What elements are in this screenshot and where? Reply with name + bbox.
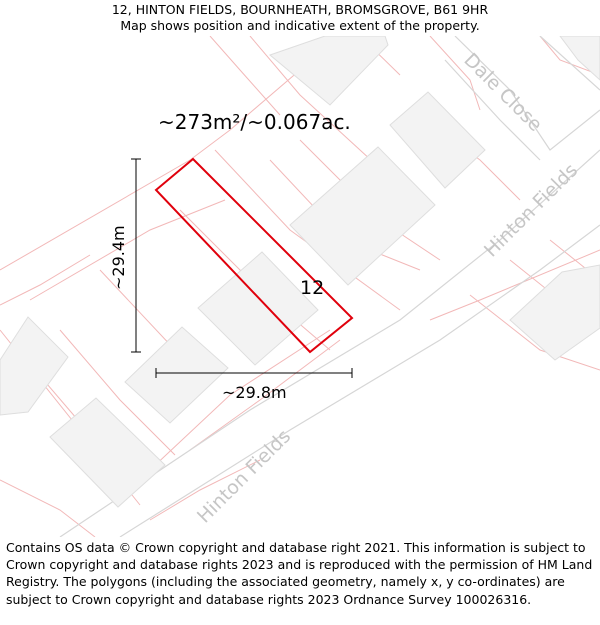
street-label-hinton-fields-lower: Hinton Fields: [192, 425, 296, 528]
property-address: 12, HINTON FIELDS, BOURNHEATH, BROMSGROVE, B61 9HR: [111, 2, 489, 17]
width-dimension-label: ~29.8m: [222, 383, 287, 402]
map-canvas: [0, 36, 600, 537]
street-label-hinton-fields-upper: Hinton Fields: [479, 159, 583, 262]
map-subtitle: Map shows position and indicative extent of the property.: [120, 18, 480, 33]
house-number-label: 12: [300, 277, 325, 299]
copyright-notice: Contains OS data © Crown copyright and database right 2021. This information is subject to Crown copyright and database rights 2023 and is reproduced with the permission of HM Land Registry. The polygons (including the associated geometry, namely x, y co-ordinates) are subject to Crown copyright and database rights 2023 Ordnance Survey 100026316.: [6, 540, 593, 607]
height-dimension: [131, 159, 141, 352]
street-label-dale-close: Dale Close: [459, 48, 547, 136]
property-map[interactable]: [0, 36, 600, 537]
area-label: ~273m²/~0.067ac.: [158, 110, 351, 134]
map-header: [0, 0, 600, 36]
height-dimension-label: ~29.4m: [109, 225, 128, 290]
